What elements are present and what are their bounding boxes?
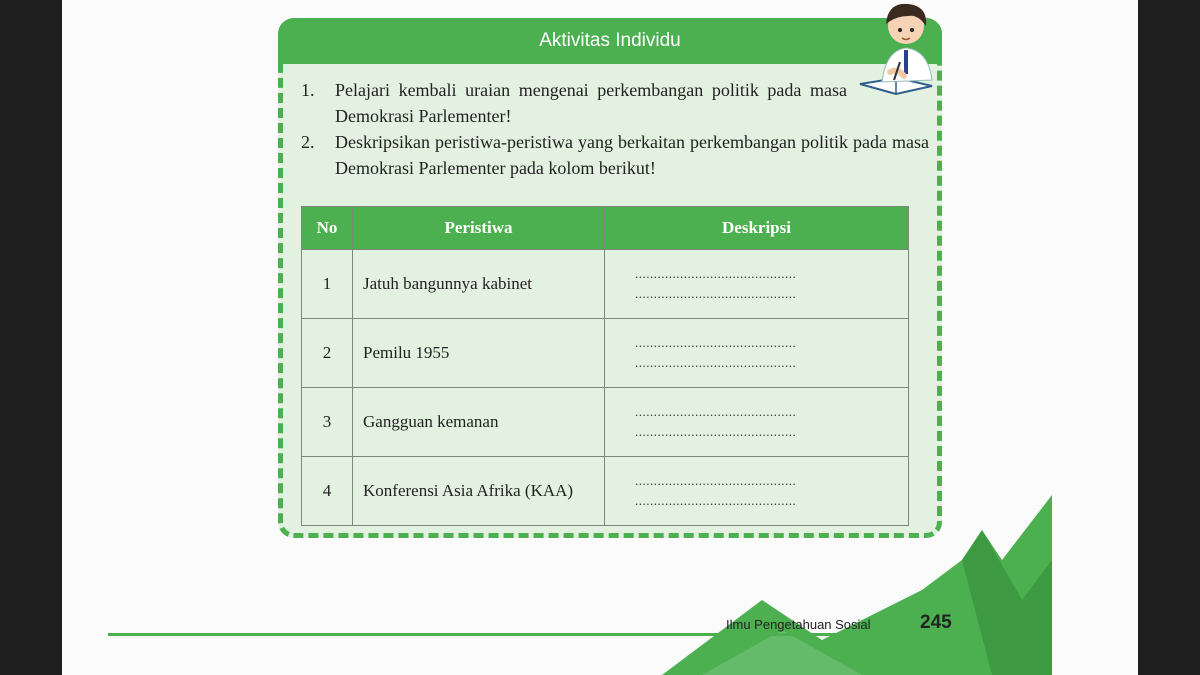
table-row [302,319,909,388]
fill-in-line: ........................................... [635,424,797,439]
row-number: 3 [302,388,353,457]
fill-in-line: ........................................... [635,404,797,419]
page-number: 245 [920,612,952,633]
instruction-item [301,77,847,129]
instruction-text: Pelajari kembali uraian mengenai perkembangan politik pada masa Demokrasi Parlementer! [335,80,847,126]
table-row [302,250,909,319]
fill-in-line: ........................................... [635,286,797,301]
row-number: 2 [302,319,353,388]
fill-in-line: ........................................... [635,473,797,488]
table-header-row [302,207,909,250]
row-event: Jatuh bangunnya kabinet [353,250,605,319]
row-event: Gangguan kemanan [353,388,605,457]
row-description-blank[interactable] [605,250,909,319]
activity-title: Aktivitas Individu [539,30,681,51]
textbook-page [62,0,1138,675]
row-description-blank[interactable] [605,388,909,457]
fill-in-line: ........................................... [635,335,797,350]
row-number: 1 [302,250,353,319]
table-row [302,457,909,526]
footer-subject: Ilmu Pengetahuan Sosial [726,617,871,632]
student-writing-illustration [842,0,952,110]
events-table [301,206,909,526]
row-event: Pemilu 1955 [353,319,605,388]
instruction-item [301,129,929,181]
instruction-number: 1. [301,80,315,100]
header-event: Peristiwa [353,207,605,250]
instruction-text: Deskripsikan peristiwa-peristiwa yang berkaitan perkembangan politik pada masa Demokrasi Parlementer pada kolom berikut! [335,132,929,178]
fill-in-line: ........................................... [635,266,797,281]
row-description-blank[interactable] [605,457,909,526]
row-number: 4 [302,457,353,526]
fill-in-line: ........................................... [635,355,797,370]
table-row [302,388,909,457]
instruction-list [301,77,929,181]
row-description-blank[interactable] [605,319,909,388]
instruction-number: 2. [301,132,315,152]
fill-in-line: ........................................... [635,493,797,508]
footer-rule [108,633,888,636]
row-event: Konferensi Asia Afrika (KAA) [353,457,605,526]
header-description: Deskripsi [605,207,909,250]
header-no: No [302,207,353,250]
